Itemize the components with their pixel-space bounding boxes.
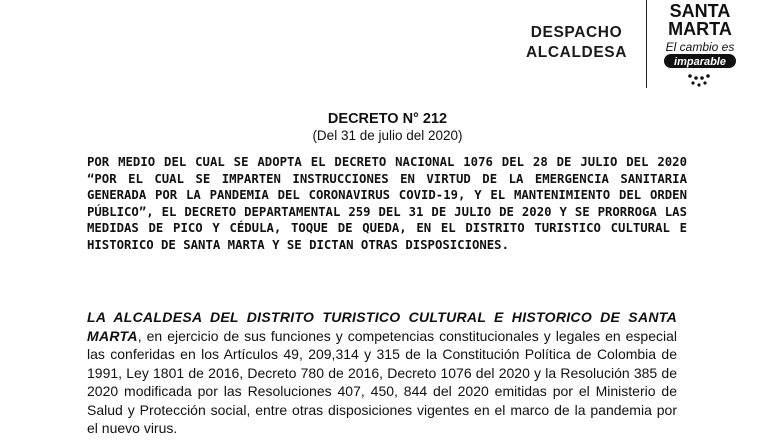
santa-marta-logo-graphic — [657, 0, 743, 92]
logo-line-1: SANTA — [669, 1, 731, 21]
decree-title: DECRETO N° 212 — [327, 111, 448, 127]
logo-line-2: MARTA — [668, 19, 732, 39]
logo-tagline-1: El cambio es — [665, 40, 735, 54]
office-line-2: ALCALDESA — [526, 44, 627, 61]
authority-heading: LA ALCALDESA DEL DISTRITO TURISTICO CULTURAL E HISTORICO DE SANTA MARTA — [87, 309, 677, 344]
decree-date: (Del 31 de julio del 2020) — [312, 128, 463, 143]
logo-dots-icon — [688, 74, 710, 86]
office-name — [526, 23, 627, 63]
office-line-1: DESPACHO — [530, 24, 623, 41]
preamble-paragraph — [87, 308, 677, 438]
logo-tagline-2: imparable — [674, 56, 726, 68]
decree-summary: POR MEDIO DEL CUAL SE ADOPTA EL DECRETO NACIONAL 1076 DEL 28 DE JULIO DEL 2020 “POR EL CUAL SE IMPARTEN INSTRUCCIONES EN VIRTUD DE LA EMERGENCIA SANITARIA GENERADA POR LA PANDEMIA DEL CORONAVIRUS COVID-19, Y EL MANTENIMIENTO DEL ORDEN PÚBLICO”, EL DECRETO DEPARTAMENTAL 259 DEL 31 DE JULIO DE 2020 Y SE PRORROGA LAS MEDIDAS DE PICO Y CÉDULA, TOQUE DE QUEDA, EN EL DISTRITO TURISTICO CULTURAL E HISTORICO DE SANTA MARTA Y SE DICTAN OTRAS DISPOSICIONES. — [87, 155, 687, 252]
header-divider — [646, 0, 647, 88]
preamble-text: , en ejercicio de sus funciones y competencias constitucionales y legales en especial las conferidas en los Artículos 49, 209,314 y 315 de la Constitución Política de Colombia de 1991, Ley 1801 de 2016, Decreto 780 de 2016, Decreto 1076 del 2020 y la Resolución 385 de 2020 modificada por las Resoluciones 407, 450, 844 del 2020 emitidas por el Ministerio de Salud y Protección social, entre otras disposiciones vigentes en el marco de la pandemia por el nuevo virus. — [87, 327, 677, 436]
santa-marta-logo — [657, 0, 743, 92]
